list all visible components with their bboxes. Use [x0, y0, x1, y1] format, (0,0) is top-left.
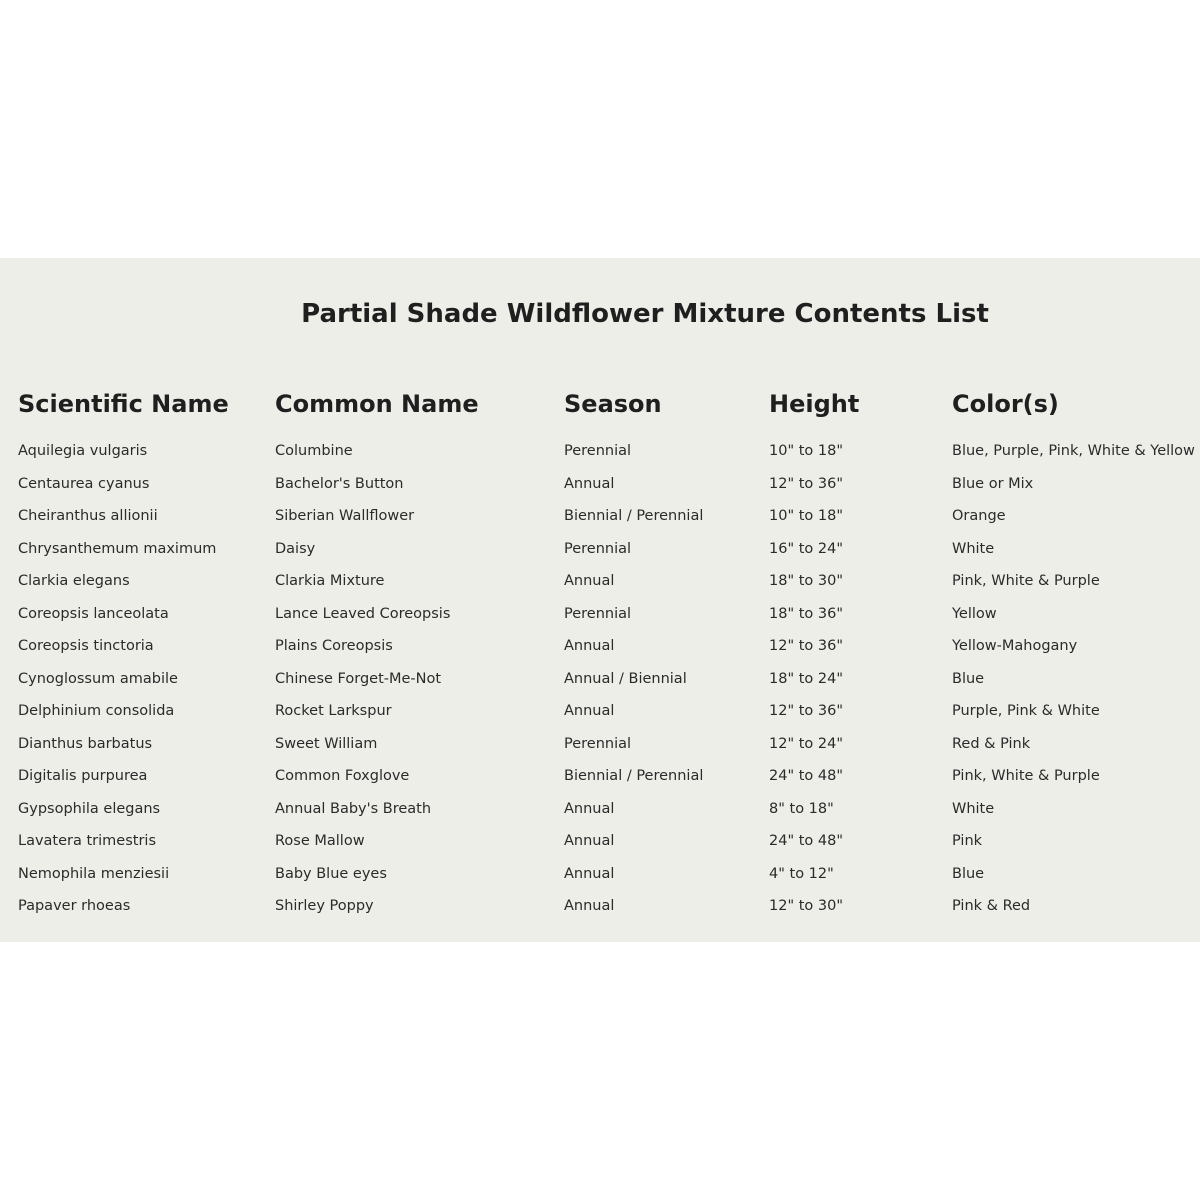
cell-scientific-name: Coreopsis lanceolata: [18, 605, 169, 622]
cell-scientific-name: Chrysanthemum maximum: [18, 540, 217, 557]
column-header-season: Season: [564, 390, 662, 418]
cell-common-name: Chinese Forget-Me-Not: [275, 670, 442, 687]
cell-common-name: Columbine: [275, 443, 353, 459]
page-title: Partial Shade Wildflower Mixture Contents List: [301, 299, 989, 329]
cell-common-name: Baby Blue eyes: [275, 865, 387, 882]
cell-colors: Pink: [952, 833, 983, 849]
cell-common-name: Clarkia Mixture: [275, 573, 385, 589]
cell-height: 12" to 36": [769, 703, 844, 719]
cell-season: Annual: [564, 703, 615, 719]
cell-scientific-name: Lavatera trimestris: [18, 833, 156, 849]
cell-common-name: Common Foxglove: [275, 768, 410, 784]
column-header-scientific-name: Scientific Name: [18, 390, 229, 418]
cell-season: Perennial: [564, 735, 632, 752]
cell-colors: Blue: [952, 670, 985, 687]
cell-height: 16" to 24": [769, 540, 844, 557]
cell-colors: Yellow: [952, 605, 997, 622]
cell-common-name: Annual Baby's Breath: [275, 800, 432, 817]
cell-common-name: Siberian Wallflower: [275, 508, 415, 524]
cell-height: 4" to 12": [769, 865, 834, 882]
cell-scientific-name: Digitalis purpurea: [18, 768, 148, 784]
cell-height: 10" to 18": [769, 508, 844, 524]
cell-season: Annual: [564, 833, 615, 849]
cell-common-name: Rose Mallow: [275, 833, 365, 849]
cell-scientific-name: Cheiranthus allionii: [18, 508, 158, 524]
cell-season: Biennial / Perennial: [564, 508, 704, 524]
cell-season: Biennial / Perennial: [564, 768, 704, 784]
cell-colors: Pink & Red: [952, 898, 1031, 914]
cell-scientific-name: Dianthus barbatus: [18, 735, 153, 752]
cell-colors: White: [952, 800, 995, 817]
cell-colors: Red & Pink: [952, 735, 1031, 752]
cell-scientific-name: Papaver rhoeas: [18, 898, 131, 914]
cell-height: 12" to 36": [769, 638, 844, 654]
cell-scientific-name: Cynoglossum amabile: [18, 670, 178, 687]
cell-colors: White: [952, 540, 995, 557]
cell-height: 18" to 24": [769, 670, 844, 687]
cell-season: Annual: [564, 573, 615, 589]
cell-common-name: Plains Coreopsis: [275, 638, 393, 654]
cell-height: 18" to 30": [769, 573, 844, 589]
cell-scientific-name: Clarkia elegans: [18, 573, 130, 589]
cell-height: 12" to 30": [769, 898, 844, 914]
cell-season: Annual: [564, 638, 615, 654]
cell-season: Perennial: [564, 605, 632, 622]
cell-common-name: Sweet William: [275, 735, 378, 752]
cell-height: 12" to 36": [769, 475, 844, 492]
column-header-colors: Color(s): [952, 390, 1059, 418]
cell-scientific-name: Nemophila menziesii: [18, 865, 170, 882]
cell-season: Perennial: [564, 540, 632, 557]
cell-common-name: Daisy: [275, 540, 316, 557]
cell-colors: Purple, Pink & White: [952, 703, 1100, 719]
cell-height: 24" to 48": [769, 768, 844, 784]
cell-colors: Blue or Mix: [952, 475, 1034, 492]
cell-colors: Blue: [952, 865, 985, 882]
cell-scientific-name: Gypsophila elegans: [18, 800, 161, 817]
cell-common-name: Shirley Poppy: [275, 898, 374, 914]
cell-scientific-name: Delphinium consolida: [18, 703, 175, 719]
cell-height: 12" to 24": [769, 735, 844, 752]
cell-season: Perennial: [564, 443, 632, 459]
cell-season: Annual: [564, 865, 615, 882]
cell-height: 8" to 18": [769, 800, 834, 817]
cell-season: Annual: [564, 800, 615, 817]
cell-common-name: Lance Leaved Coreopsis: [275, 605, 451, 622]
cell-scientific-name: Centaurea cyanus: [18, 475, 150, 492]
cell-colors: Orange: [952, 508, 1006, 524]
cell-scientific-name: Aquilegia vulgaris: [18, 443, 148, 459]
column-header-height: Height: [769, 390, 860, 418]
cell-colors: Pink, White & Purple: [952, 573, 1100, 589]
cell-common-name: Bachelor's Button: [275, 475, 404, 492]
cell-colors: Blue, Purple, Pink, White & Yellow: [952, 443, 1195, 459]
cell-height: 18" to 36": [769, 605, 844, 622]
cell-season: Annual: [564, 475, 615, 492]
cell-common-name: Rocket Larkspur: [275, 703, 392, 719]
cell-scientific-name: Coreopsis tinctoria: [18, 638, 154, 654]
cell-height: 10" to 18": [769, 443, 844, 459]
cell-season: Annual: [564, 898, 615, 914]
cell-season: Annual / Biennial: [564, 670, 687, 687]
cell-height: 24" to 48": [769, 833, 844, 849]
cell-colors: Pink, White & Purple: [952, 768, 1100, 784]
column-header-common-name: Common Name: [275, 390, 479, 418]
cell-colors: Yellow-Mahogany: [952, 638, 1078, 654]
